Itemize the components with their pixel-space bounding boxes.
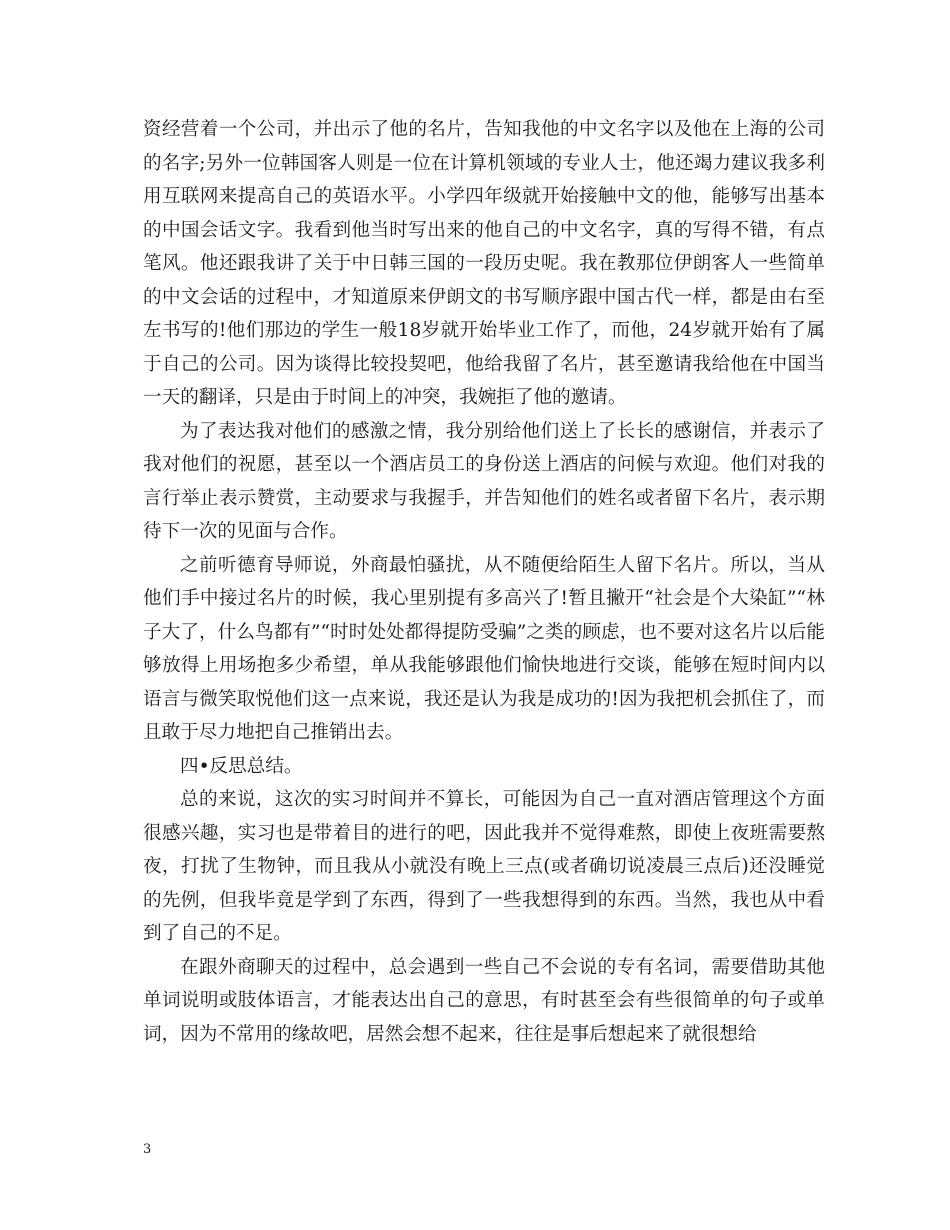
page-number: 3 [143, 1142, 152, 1157]
paragraph-3: 之前听德育导师说，外商最怕骚扰，从不随便给陌生人留下名片。所以，当从他们手中接过名片的时候，我心里别提有多高兴了!暂且撇开“社会是个大染缸”“林子大了，什么鸟都有”“时时处处都得提防受骗”之类的顾虑，也不要对这名片以后能够放得上用场抱多少希望，单从我能够跟他们愉快地进行交谈，能够在短时间内以语言与微笑取悦他们这一点来说，我还是认为我是成功的!因为我把机会抓住了，而且敢于尽力地把自己推销出去。 [143, 554, 825, 743]
body-text [143, 113, 825, 1051]
paragraph-5: 在跟外商聊天的过程中，总会遇到一些自己不会说的专有名词，需要借助其他单词说明或肢体语言，才能表达出自己的意思，有时甚至会有些很简单的句子或单词，因为不常用的缘故吧，居然会想不起来，往往是事后想起来了就很想给 [143, 956, 825, 1045]
section-heading: 四•反思总结。 [180, 755, 303, 777]
paragraph-4: 总的来说，这次的实习时间并不算长，可能因为自己一直对酒店管理这个方面很感兴趣，实习也是带着目的进行的吧，因此我并不觉得难熬，即使上夜班需要熬夜，打扰了生物钟，而且我从小就没有晚上三点(或者确切说凌晨三点后)还没睡觉的先例，但我毕竟是学到了东西，得到了一些我想得到的东西。当然，我也从中看到了自己的不足。 [143, 789, 825, 944]
paragraph-1: 资经营着一个公司，并出示了他的名片，告知我他的中文名字以及他在上海的公司的名字;另外一位韩国客人则是一位在计算机领域的专业人士，他还竭力建议我多利用互联网来提高自己的英语水平。小学四年级就开始接触中文的他，能够写出基本的中国会话文字。我看到他当时写出来的他自己的中文名字，真的写得不错，有点笔风。他还跟我讲了关于中日韩三国的一段历史呢。我在教那位伊朗客人一些简单的中文会话的过程中，才知道原来伊朗文的书写顺序跟中国古代一样，都是由右至左书写的!他们那边的学生一般18岁就开始毕业工作了，而他，24岁就开始有了属于自己的公司。因为谈得比较投契吧，他给我留了名片，甚至邀请我给他在中国当一天的翻译，只是由于时间上的冲突，我婉拒了他的邀请。 [143, 119, 825, 408]
paragraph-2: 为了表达我对他们的感激之情，我分别给他们送上了长长的感谢信，并表示了我对他们的祝愿，甚至以一个酒店员工的身份送上酒店的问候与欢迎。他们对我的言行举止表示赞赏，主动要求与我握手，并告知他们的姓名或者留下名片，表示期待下一次的见面与合作。 [143, 420, 825, 542]
